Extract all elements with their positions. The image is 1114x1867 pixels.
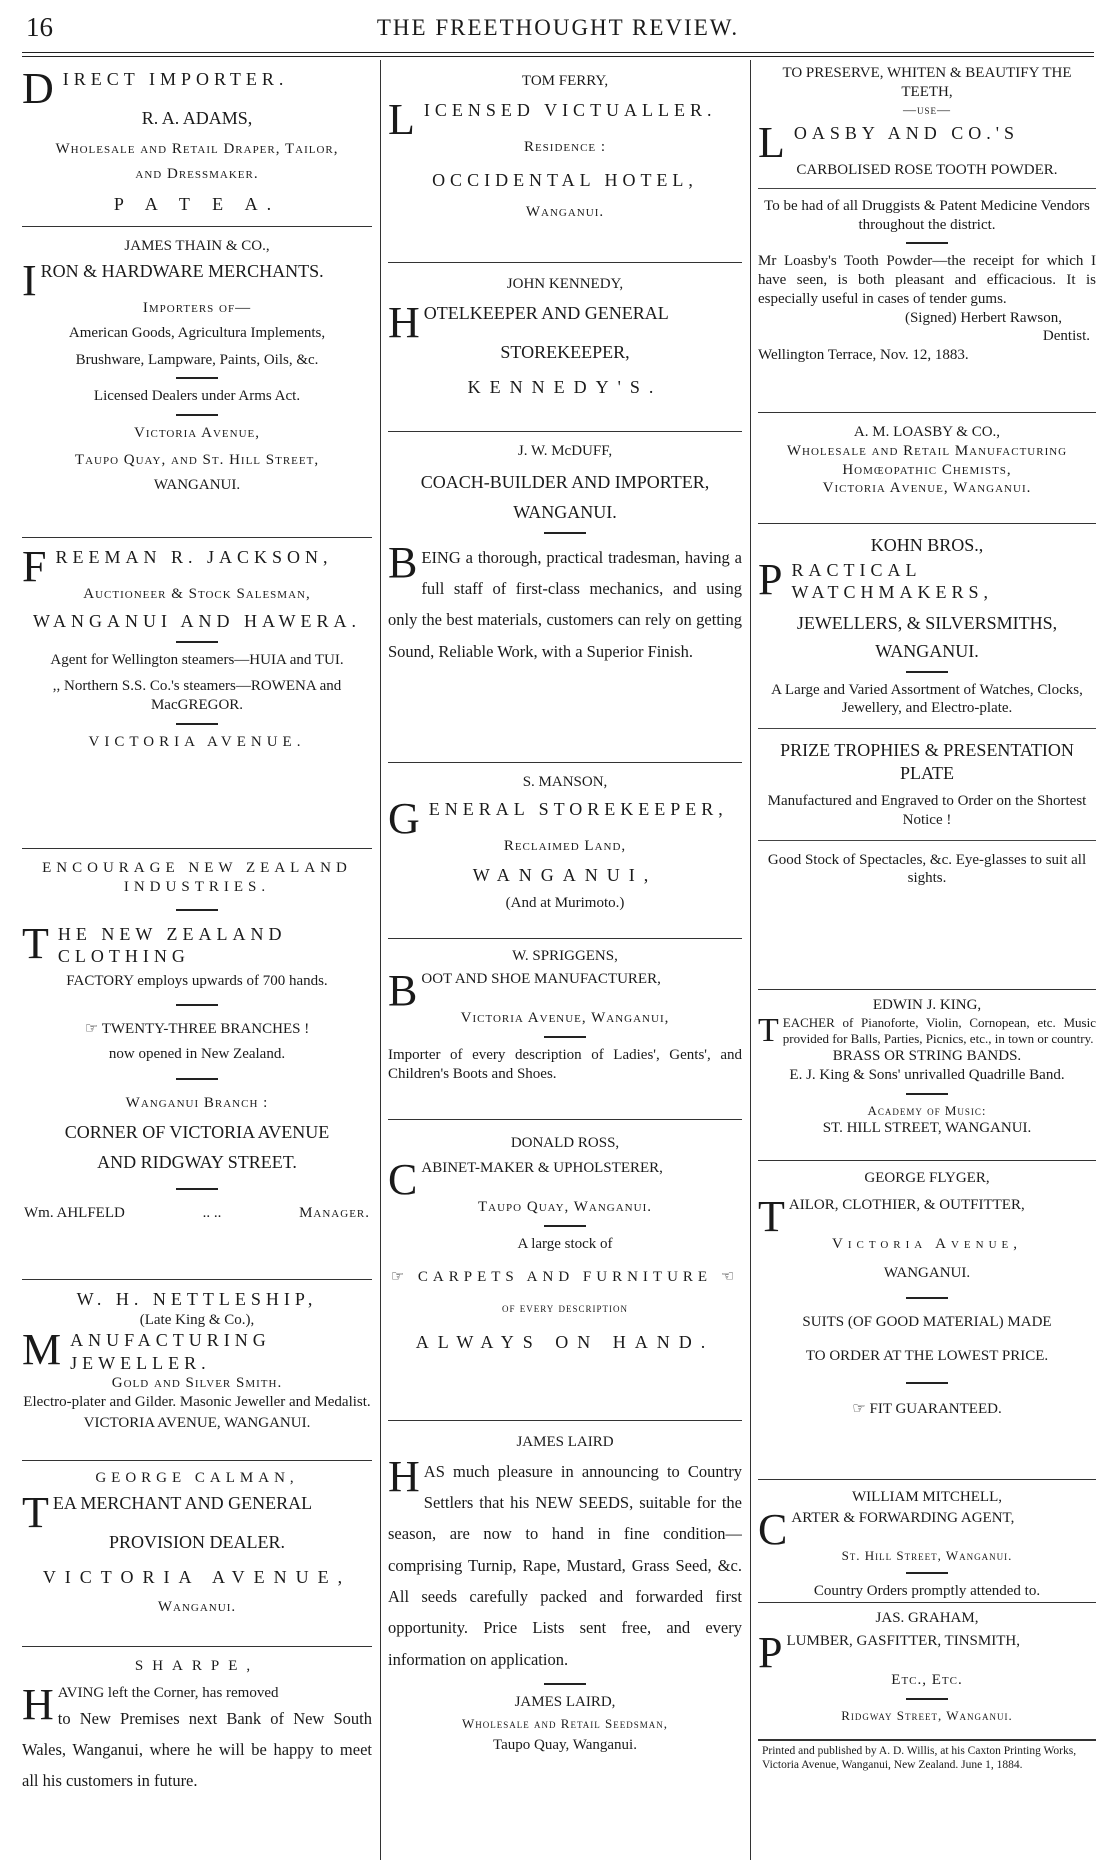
separator-dash <box>906 242 948 244</box>
column-3 <box>758 62 1096 1791</box>
separator-dash <box>176 641 218 643</box>
ad-name: JAMES LAIRD <box>516 1434 614 1450</box>
drop-cap: T <box>758 1191 785 1241</box>
ad-name: GEORGE FLYGER, <box>864 1170 990 1186</box>
drop-cap: H <box>388 1451 420 1501</box>
ad-line: Country Orders promptly attended to. <box>813 1583 1041 1600</box>
ad-name: JOHN KENNEDY, <box>506 276 624 292</box>
ad-headline: ICENSED VICTUALLER. <box>423 99 717 120</box>
ad-line: ALWAYS ON HAND. <box>415 1331 715 1352</box>
ad-line: ☞ FIT GUARANTEED. <box>852 1401 1002 1418</box>
ad-line: Reclaimed Land, <box>503 838 627 855</box>
drop-cap: P <box>758 1627 783 1677</box>
column-divider-1 <box>380 60 381 1860</box>
ad-line: Academy of Music: <box>867 1102 987 1118</box>
ad-body: AS much pleasure in announcing to Country Settlers that his NEW SEEDS, suitable for the season, are now to hand in fine condition—comprising Turnip, Rape, Mustard, Grass Seed, &c. All seeds carefully packed and forwarded first opportunity. Price Lists sent free, and every information on application. <box>388 1461 742 1669</box>
separator-dash <box>176 377 218 379</box>
ad-line: Wholesale and Retail Draper, Tailor, <box>55 140 339 157</box>
ad-line: STOREKEEPER, <box>500 342 630 363</box>
column-divider-2 <box>750 60 751 1860</box>
ad-headline: EA MERCHANT AND GENERAL <box>52 1492 313 1513</box>
ad-mitchell <box>758 1480 1096 1603</box>
column-1 <box>22 62 372 1817</box>
separator-dash <box>176 909 218 911</box>
drop-cap: L <box>758 117 790 167</box>
ad-line: CORNER OF VICTORIA AVENUE <box>64 1121 330 1142</box>
ad-name: S. MANSON, <box>522 774 608 790</box>
ad-line: (And at Murimoto.) <box>505 895 625 912</box>
ad-line: Good Stock of Spectacles, &c. Eye-glasses to suit all sights. <box>767 851 1087 887</box>
separator-dash <box>176 1078 218 1080</box>
ad-line: Brushware, Lampware, Paints, Oils, &c. <box>75 351 319 368</box>
ad-name: JAMES THAIN & CO., <box>124 238 270 254</box>
ad-sharpe <box>22 1647 372 1817</box>
ad-headline: IRECT IMPORTER. <box>62 69 289 89</box>
drop-cap: H <box>22 1679 54 1729</box>
ad-line: To be had of all Druggists & Patent Medicine Vendors throughout the district. <box>764 197 1090 233</box>
separator-dash <box>176 1188 218 1190</box>
ad-line: Dentist. <box>1042 328 1090 345</box>
ad-headline: RON & HARDWARE MERCHANTS. <box>40 260 324 281</box>
ad-line: SUITS (OF GOOD MATERIAL) MADE <box>802 1313 1052 1330</box>
ad-line: Wanganui. <box>157 1599 237 1616</box>
drop-cap: T <box>22 918 54 968</box>
ad-line: Victoria Avenue, <box>831 1236 1022 1253</box>
column-2 <box>388 62 742 1801</box>
ad-line: ,, Northern S.S. Co.'s steamers—ROWENA and MacGREGOR. <box>52 678 342 714</box>
ad-headline: RACTICAL WATCHMAKERS, <box>791 559 993 602</box>
ad-line: A Large and Varied Assortment of Watches, Clocks, Jewellery, and Electro-plate. <box>771 681 1083 717</box>
manager-title: Manager. <box>299 1204 370 1221</box>
ad-name: R. A. ADAMS, <box>141 108 253 129</box>
ad-name: JAS. GRAHAM, <box>875 1610 979 1626</box>
ad-line: Importers of— <box>142 300 252 317</box>
separator-rule <box>758 728 1096 729</box>
ad-line: ☞ TWENTY-THREE BRANCHES ! <box>84 1021 310 1038</box>
ad-line: Wellington Terrace, Nov. 12, 1883. <box>758 347 969 364</box>
drop-cap: B <box>388 537 418 587</box>
printer-imprint <box>758 1740 1096 1791</box>
ad-line: WANGANUI. <box>153 476 241 493</box>
page-number: 16 <box>26 12 53 42</box>
drop-cap: D <box>22 64 59 113</box>
ad-nettleship <box>22 1280 372 1461</box>
ad-line: (Late King & Co.), <box>139 1311 255 1328</box>
ad-jackson <box>22 538 372 849</box>
ad-loasby-tooth-powder <box>758 62 1096 413</box>
ad-headline: OOT AND SHOE MANUFACTURER, <box>421 970 661 987</box>
ad-line: PROVISION DEALER. <box>108 1532 285 1553</box>
ad-line: KENNEDY'S. <box>467 376 663 397</box>
manager-name: Wm. AHLFELD <box>24 1204 125 1221</box>
separator-dash <box>906 1698 948 1700</box>
separator-dash <box>176 1004 218 1006</box>
ad-spriggens <box>388 939 742 1120</box>
separator-dash <box>906 1382 948 1384</box>
separator-dash <box>544 1036 586 1038</box>
ad-loasby-chemists <box>758 413 1096 524</box>
ad-kohn-bros <box>758 524 1096 990</box>
ad-line: Wholesale and Retail Manufacturing <box>786 442 1068 459</box>
header-rule-2 <box>22 56 1094 57</box>
ad-line: JAMES LAIRD, <box>514 1694 616 1711</box>
ad-name: W. H. NETTLESHIP, <box>76 1289 318 1309</box>
drop-cap: M <box>22 1325 67 1375</box>
separator-dash <box>544 1225 586 1227</box>
ad-calman <box>22 1461 372 1647</box>
ad-line: JEWELLERS, & SILVERSMITHS, <box>796 612 1058 633</box>
separator-dash <box>176 414 218 416</box>
separator-rule <box>758 188 1096 189</box>
ad-name: DONALD ROSS, <box>510 1135 620 1151</box>
ad-line: CARBOLISED ROSE TOOTH POWDER. <box>796 162 1058 179</box>
ad-place: P A T E A. <box>113 194 281 215</box>
ad-headline: OASBY AND CO.'S <box>793 122 1019 143</box>
ad-line: COACH-BUILDER AND IMPORTER, <box>420 471 710 492</box>
ad-line: Licensed Dealers under Arms Act. <box>93 388 301 405</box>
ad-dots: .. .. <box>202 1204 222 1221</box>
ad-name: A. M. LOASBY & CO., <box>853 424 1001 440</box>
drop-cap: P <box>758 554 788 604</box>
ad-king <box>758 990 1096 1161</box>
publication-title: THE FREETHOUGHT REVIEW. <box>376 15 740 40</box>
ad-line: Wanganui Branch : <box>125 1094 269 1111</box>
ad-line: Victoria Avenue, Wanganui. <box>822 480 1032 497</box>
ad-line: Taupo Quay, Wanganui. <box>478 1199 652 1216</box>
drop-cap: B <box>388 965 418 1015</box>
ad-name: SHARPE, <box>134 1658 260 1674</box>
ad-line: Mr Loasby's Tooth Powder—the receipt for which I have seen, is both pleasant and efficacious. It is especially useful in cases of tender gums. <box>758 253 1096 307</box>
ad-name: TOM FERRY, <box>521 73 609 89</box>
ad-line: WANGANUI AND HAWERA. <box>32 611 362 632</box>
ad-line: Wanganui. <box>525 204 605 221</box>
ad-line: OCCIDENTAL HOTEL, <box>432 169 698 190</box>
ad-line: PRIZE TROPHIES & PRESENTATION PLATE <box>780 740 1074 783</box>
ad-line: Victoria Avenue, <box>133 425 260 442</box>
ad-mcduff <box>388 432 742 763</box>
separator-dash <box>544 532 586 534</box>
ad-name: GEORGE CALMAN, <box>95 1470 299 1486</box>
ad-flyger <box>758 1161 1096 1480</box>
ad-headline: HE NEW ZEALAND CLOTHING <box>57 923 287 966</box>
drop-cap: T <box>758 1011 779 1049</box>
ad-line: ENCOURAGE NEW ZEALAND INDUSTRIES. <box>42 860 352 895</box>
drop-cap: C <box>388 1154 418 1204</box>
separator-dash <box>906 1093 948 1095</box>
ad-line: Manufactured and Engraved to Order on the Shortest Notice ! <box>767 793 1087 828</box>
ad-line: WANGANUI. <box>513 502 617 523</box>
ad-kennedy <box>388 263 742 432</box>
ad-line: Taupo Quay, and St. Hill Street, <box>74 451 320 468</box>
ad-line: now opened in New Zealand. <box>108 1046 286 1062</box>
ad-headline: REEMAN R. JACKSON, <box>55 547 333 567</box>
ad-line: A large stock of <box>517 1235 613 1252</box>
ad-headline: ANUFACTURING JEWELLER. <box>70 1330 271 1373</box>
ad-line: ☞ CARPETS AND FURNITURE ☜ <box>390 1268 740 1285</box>
imprint-text: Printed and published by A. D. Willis, at his Caxton Printing Works, Victoria Avenue, Wanganui, New Zealand. June 1, 1884. <box>762 1745 1077 1771</box>
ad-line: Importer of every description of Ladies', Gents', and Children's Boots and Shoes. <box>388 1046 742 1082</box>
ad-name: KOHN BROS., <box>870 535 984 555</box>
ad-name: WILLIAM MITCHELL, <box>852 1489 1002 1505</box>
separator-dash <box>176 723 218 725</box>
drop-cap: L <box>388 94 420 144</box>
ad-line: Taupo Quay, Wanganui. <box>493 1737 637 1754</box>
separator-dash <box>906 1297 948 1299</box>
ad-line: (Signed) Herbert Rawson, <box>904 309 1062 326</box>
drop-cap: G <box>388 793 425 843</box>
drop-cap: C <box>758 1504 788 1554</box>
ad-line: E. J. King & Sons' unrivalled Quadrille Band. <box>789 1067 1065 1083</box>
ad-line: Victoria Avenue, Wanganui, <box>460 1010 670 1027</box>
ad-headline: ENERAL STOREKEEPER, <box>428 798 728 819</box>
ad-line: Ridgway Street, Wanganui. <box>841 1707 1013 1723</box>
ad-clothing-factory <box>22 849 372 1280</box>
separator-dash <box>544 1683 586 1685</box>
ad-headline: LUMBER, GASFITTER, TINSMITH, <box>786 1632 1020 1649</box>
ad-line: —use— <box>902 101 951 117</box>
ad-body: EING a thorough, practical tradesman, having a full staff of first-class mechanics, and using only the best materials, customers can rely on getting Sound, Reliable Work, with a Superior Finish. <box>388 547 742 661</box>
ad-line: FACTORY employs upwards of 700 hands. <box>66 972 328 989</box>
ad-name: J. W. McDUFF, <box>517 443 613 459</box>
ad-name: EDWIN J. KING, <box>872 997 982 1013</box>
ad-line: Wholesale and Retail Seedsman, <box>462 1715 668 1731</box>
ad-manson <box>388 763 742 939</box>
drop-cap: H <box>388 297 420 347</box>
drop-cap: I <box>22 255 37 305</box>
ad-thain <box>22 227 372 538</box>
separator-rule <box>758 840 1096 841</box>
ad-line: Homœopathic Chemists, <box>842 461 1012 478</box>
ad-graham <box>758 1603 1096 1740</box>
ad-line: Agent for Wellington steamers—HUIA and TUI. <box>50 651 344 668</box>
separator-dash <box>906 1572 948 1574</box>
ad-line: Gold and Silver Smith. <box>111 1375 283 1392</box>
ad-line: WANGANUI. <box>883 1264 971 1281</box>
drop-cap: T <box>22 1487 49 1537</box>
ad-ferry <box>388 62 742 263</box>
ad-ross <box>388 1120 742 1421</box>
ad-line: of every description <box>501 1300 628 1316</box>
ad-line: and Dressmaker. <box>135 165 259 182</box>
ad-headline: AILOR, CLOTHIER, & OUTFITTER, <box>788 1196 1025 1213</box>
ad-name: W. SPRIGGENS, <box>512 948 618 964</box>
separator-dash <box>906 671 948 673</box>
ad-line: WANGANUI. <box>875 641 979 661</box>
ad-laird <box>388 1421 742 1801</box>
ad-body: to New Premises next Bank of New South Wales, Wanganui, where he will be happy to meet all his customers in future. <box>22 1708 372 1791</box>
ad-line: American Goods, Agricultura Implements, <box>68 324 326 341</box>
ad-line: TO ORDER AT THE LOWEST PRICE. <box>805 1348 1049 1365</box>
ad-line: St. Hill Street, Wanganui. <box>841 1548 1013 1564</box>
ad-line: VICTORIA AVENUE. <box>88 733 306 750</box>
ad-headline: EACHER of Pianoforte, Violin, Cornopean, etc. Music provided for Balls, Parties, Picnics, etc., in town or country. <box>782 1014 1096 1046</box>
ad-line: TO PRESERVE, WHITEN & BEAUTIFY THE TEETH, <box>782 65 1072 100</box>
page-header <box>20 8 1096 44</box>
ad-adams <box>22 62 372 227</box>
ad-line: BRASS OR STRING BANDS. <box>832 1048 1022 1065</box>
ad-line: Auctioneer & Stock Salesman, <box>83 586 311 603</box>
ad-headline: AVING left the Corner, has removed <box>57 1684 279 1701</box>
ad-line: VICTORIA AVENUE, <box>42 1566 352 1587</box>
ad-line: Residence : <box>523 139 607 156</box>
ad-line: Etc., Etc. <box>891 1672 963 1689</box>
ad-line: Electro-plater and Gilder. Masonic Jeweller and Medalist. <box>23 1394 371 1410</box>
drop-cap: F <box>22 542 52 591</box>
header-rule <box>22 52 1094 53</box>
ad-headline: ABINET-MAKER & UPHOLSTERER, <box>421 1159 663 1176</box>
ad-line: ST. HILL STREET, WANGANUI. <box>822 1120 1032 1136</box>
ad-line: VICTORIA AVENUE, WANGANUI. <box>83 1414 311 1431</box>
ad-line: WANGANUI, <box>472 864 658 885</box>
ad-line: AND RIDGWAY STREET. <box>97 1152 297 1172</box>
ad-headline: OTELKEEPER AND GENERAL <box>423 302 669 323</box>
ad-headline: ARTER & FORWARDING AGENT, <box>791 1509 1015 1526</box>
